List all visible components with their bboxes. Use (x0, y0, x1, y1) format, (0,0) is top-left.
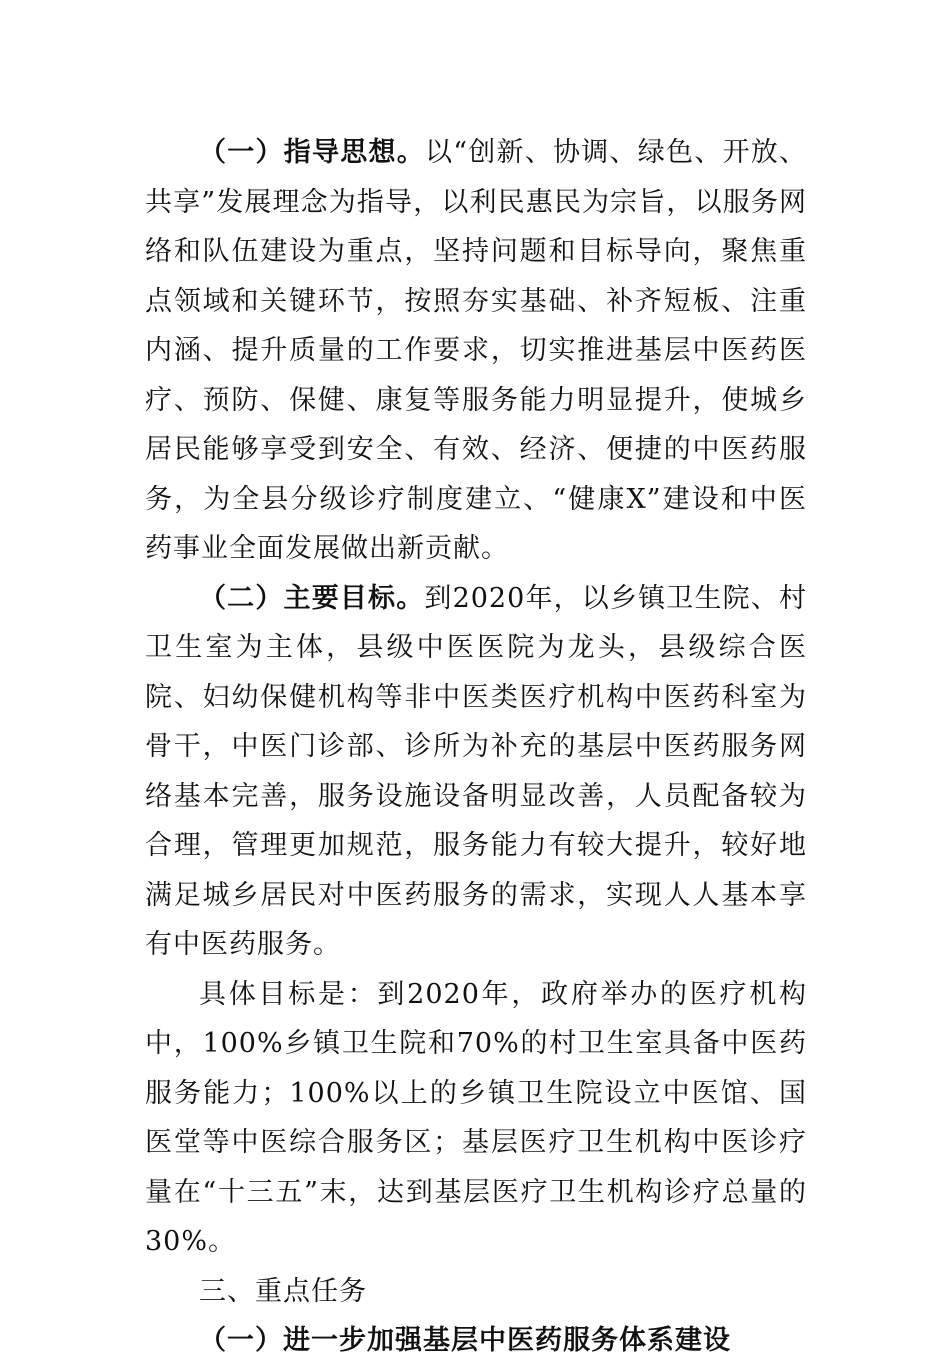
document-body (145, 128, 807, 1366)
main-goal-text: 到2020年，以乡镇卫生院、村卫生室为主体，县级中医医院为龙头，县级综合医院、妇幼保健机构等非中医类医疗机构中医药科室为骨干，中医门诊部、诊所为补充的基层中医药服务网络基本完善，服务设施设备明显改善，人员配备较为合理，管理更加规范，服务能力有较大提升，较好地满足城乡居民对中医药服务的需求，实现人人基本享有中医药服务。 (145, 582, 808, 960)
guiding-thought-text: 以“创新、协调、绿色、开放、共享”发展理念为指导，以利民惠民为宗旨，以服务网络和队伍建设为重点，坚持问题和目标导向，聚焦重点领域和关键环节，按照夯实基础、补齐短板、注重内涵、提升质量的工作要求，切实推进基层中医药医疗、预防、保健、康复等服务能力明显提升，使城乡居民能够享受到安全、有效、经济、便捷的中医药服务，为全县分级诊疗制度建立、“健康X”建设和中医药事业全面发展做出新贡献。 (145, 137, 807, 564)
main-goal-lead: （二）主要目标。 (199, 582, 425, 614)
main-goal-paragraph (145, 574, 807, 970)
subsection-heading: （一）进一步加强基层中医药服务体系建设 (199, 1325, 731, 1356)
section-heading: 三、重点任务 (199, 1275, 367, 1307)
guiding-thought-lead: （一）指导思想。 (199, 137, 425, 168)
guiding-thought-paragraph (145, 128, 807, 574)
specific-goal-paragraph: 具体目标是：到2020年，政府举办的医疗机构中，100%乡镇卫生院和70%的村卫生室具备中医药服务能力；100%以上的乡镇卫生院设立中医馆、国医堂等中医综合服务区；基层医疗卫生机构中医诊疗量在“十三五”末，达到基层医疗卫生机构诊疗总量的30%。 (145, 978, 807, 1257)
